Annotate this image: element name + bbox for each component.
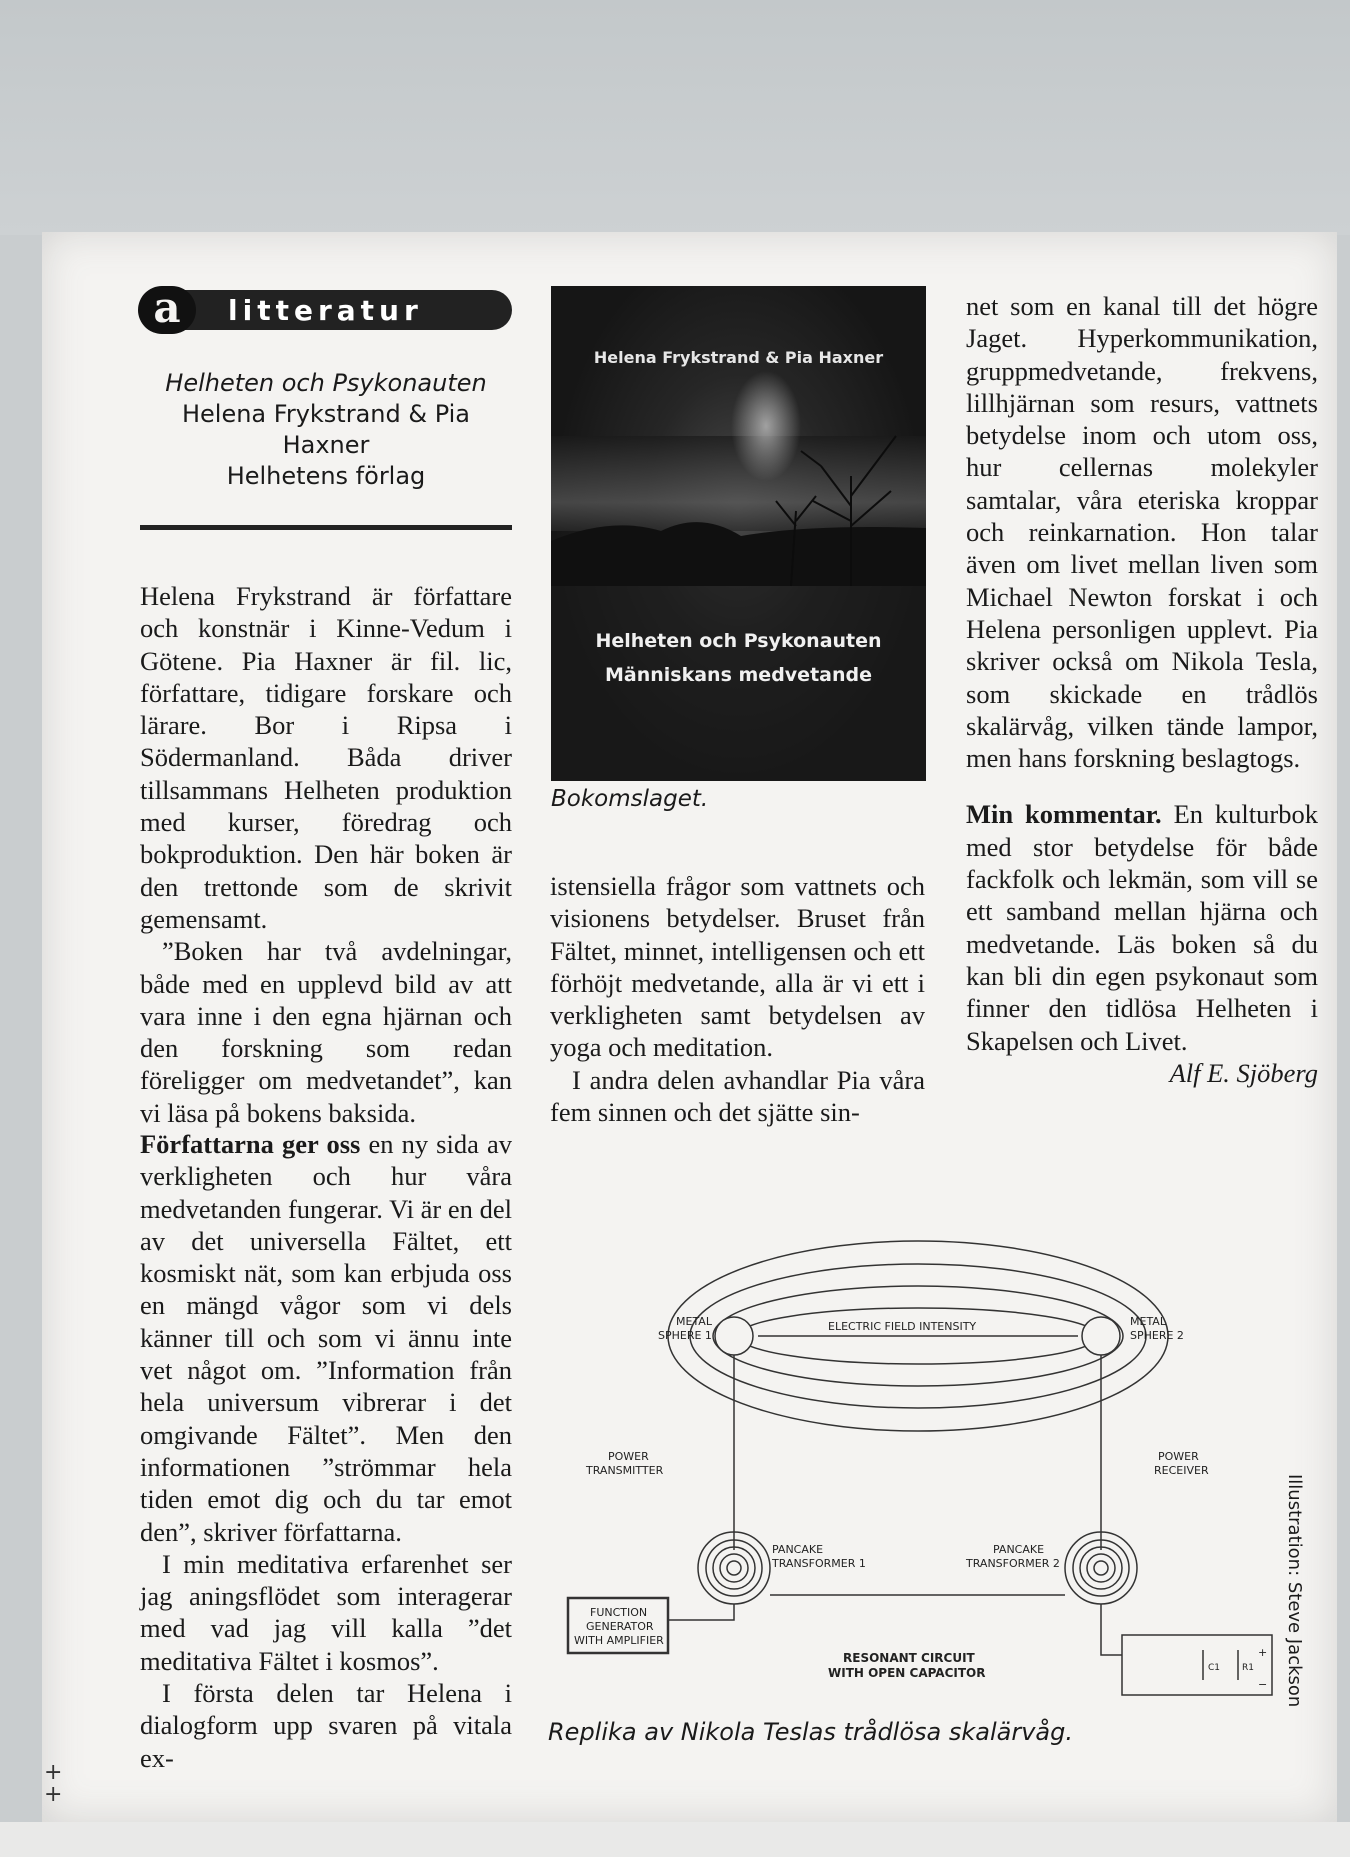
book-title: Helheten och Psykonauten (165, 369, 487, 397)
scan-bottom-edge (0, 1822, 1350, 1857)
sphere2-label-line2: SPHERE 2 (1130, 1329, 1184, 1342)
pancake2-label-line1: PANCAKE (993, 1543, 1045, 1556)
lead-in: Författarna ger oss (140, 1129, 361, 1159)
resonant-label-line2: WITH OPEN CAPACITOR (828, 1666, 986, 1680)
section-logo: a (138, 286, 196, 334)
sphere2-label-line1: METAL (1130, 1315, 1166, 1328)
metal-sphere-2 (1082, 1317, 1120, 1355)
generator-label-line1: FUNCTION (590, 1606, 648, 1619)
field-label: ELECTRIC FIELD INTENSITY (828, 1320, 977, 1333)
pancake1-label-line1: PANCAKE (772, 1543, 824, 1556)
section-badge (140, 283, 512, 332)
minus-label: − (1258, 1678, 1268, 1691)
book-info (140, 368, 512, 492)
cover-subtitle-line: Människans medvetande (605, 664, 872, 686)
r1-label: R1 (1242, 1663, 1254, 1673)
book-authors: Helena Frykstrand & Pia Haxner (181, 400, 471, 459)
lead-in: Min kommentar. (966, 799, 1162, 830)
paragraph: I första delen tar Helena i dialogform upp svaren på vitala ex- (140, 1678, 512, 1773)
transmitter-label-line1: POWER (608, 1450, 649, 1463)
column-1-top (140, 580, 512, 1129)
section-label: litteratur (228, 293, 423, 327)
wire (668, 1604, 734, 1620)
column-2 (550, 870, 925, 1128)
header-rule (140, 525, 512, 530)
generator-label-line3: WITH AMPLIFIER (574, 1634, 664, 1647)
sphere1-label-line2: SPHERE 1 (658, 1329, 712, 1342)
paragraph (966, 798, 1318, 1056)
c1-label: C1 (1208, 1663, 1221, 1673)
generator-label-line2: GENERATOR (586, 1620, 654, 1633)
column-3 (966, 290, 1318, 1089)
sphere1-label-line1: METAL (676, 1315, 712, 1328)
illustration-credit: Illustration: Steve Jackson (1284, 1474, 1305, 1708)
cover-title-line: Helheten och Psykonauten (595, 630, 882, 652)
tesla-circuit-diagram (548, 1180, 1288, 1720)
paragraph (140, 1128, 512, 1548)
signature: Alf E. Sjöberg (1169, 1057, 1318, 1088)
wire (1101, 1604, 1122, 1655)
paragraph: net som en kanal till det högre Jaget. Hyperkommunikation, gruppmedvetande, frekvens, lillhjärnan som resurs, vattnets betydelse inom och utom oss, hur cellernas molekyler samtalar, våra eteriska kroppar och reinkarnation. Hon talar även om livet mellan liven som Michael Newton forskat i och Helena personligen upplevt. Pia skriver också om Nikola Tesla, som skickade en trådlös skalärvåg, vilken tände lampor, men hans forskning beslagtogs. (966, 291, 1318, 774)
paragraph: I min meditativa erfarenhet ser jag aningsflödet som interagerar med vad jag vill kalla ”det meditativa Fältet i kosmos”. (140, 1548, 512, 1676)
transmitter-label-line2: TRANSMITTER (586, 1464, 664, 1477)
scan-background (0, 0, 1350, 235)
receiver-label-line1: POWER (1158, 1450, 1199, 1463)
cover-title (551, 624, 926, 692)
column-1-bottom (140, 1128, 512, 1774)
plus-label: + (1258, 1646, 1268, 1659)
pancake2-label-line2: TRANSFORMER 2 (966, 1557, 1060, 1570)
pancake1-label-line2: TRANSFORMER 1 (772, 1557, 866, 1570)
resonant-label-line1: RESONANT CIRCUIT (843, 1651, 975, 1665)
paragraph: Helena Frykstrand är författare och konstnär i Kinne-Vedum i Götene. Pia Haxner är fil. lic, författare, tidigare forskare och lärare. Bor i Ripsa i Södermanland. Båda driver tillsammans Helheten produktion med kurser, föredrag och bokproduktion. Den här boken är den trettonde som de skrivit gemensamt. (140, 581, 512, 934)
cover-authors: Helena Frykstrand & Pia Haxner (593, 348, 884, 367)
receiver-label-line2: RECEIVER (1154, 1464, 1209, 1477)
paragraph: istensiella frågor som vattnets och visionens betydelser. Bruset från Fältet, minnet, intelligensen och ett förhöjt medvetande, alla är vi ett i verkligheten samt betydelsen av yoga och meditation. (550, 871, 925, 1063)
metal-sphere-1 (715, 1317, 753, 1355)
cover-caption: Bokomslaget. (551, 786, 709, 812)
diagram-caption: Replika av Nikola Teslas trådlösa skalärvåg. (548, 1718, 1073, 1746)
paragraph: I andra delen avhandlar Pia våra fem sinnen och det sjätte sin- (550, 1064, 925, 1128)
paragraph: ”Boken har två avdelningar, både med en upplevd bild av att vara inne i den egna hjärnan och den forskning som redan föreligger om medvetandet”, kan vi läsa på bokens baksida. (140, 936, 512, 1128)
paragraph-text: En kulturbok med stor betydelse för både fackfolk och lekmän, som vill se ett samband mellan hjärna och medvetande. Läs boken så du kan bli din egen psykonaut som finner den tidlösa Helheten i Skapelsen och Livet. (966, 799, 1318, 1056)
book-publisher: Helhetens förlag (226, 462, 426, 490)
book-cover (551, 286, 926, 781)
crop-marks: + + (44, 1760, 63, 1807)
paragraph-text: en ny sida av verkligheten och hur våra medvetanden fungerar. Vi är en del av det universella Fältet, ett kosmiskt nät, som kan erbjuda oss en mängd vågor som vi dels känner till och som vi ännu inte vet något om. ”Information från hela universum vibrerar i det omgivande Fältet”. Men den informationen ”strömmar hela tiden emot dig och du tar emot den”, skriver författarna. (140, 1129, 512, 1547)
